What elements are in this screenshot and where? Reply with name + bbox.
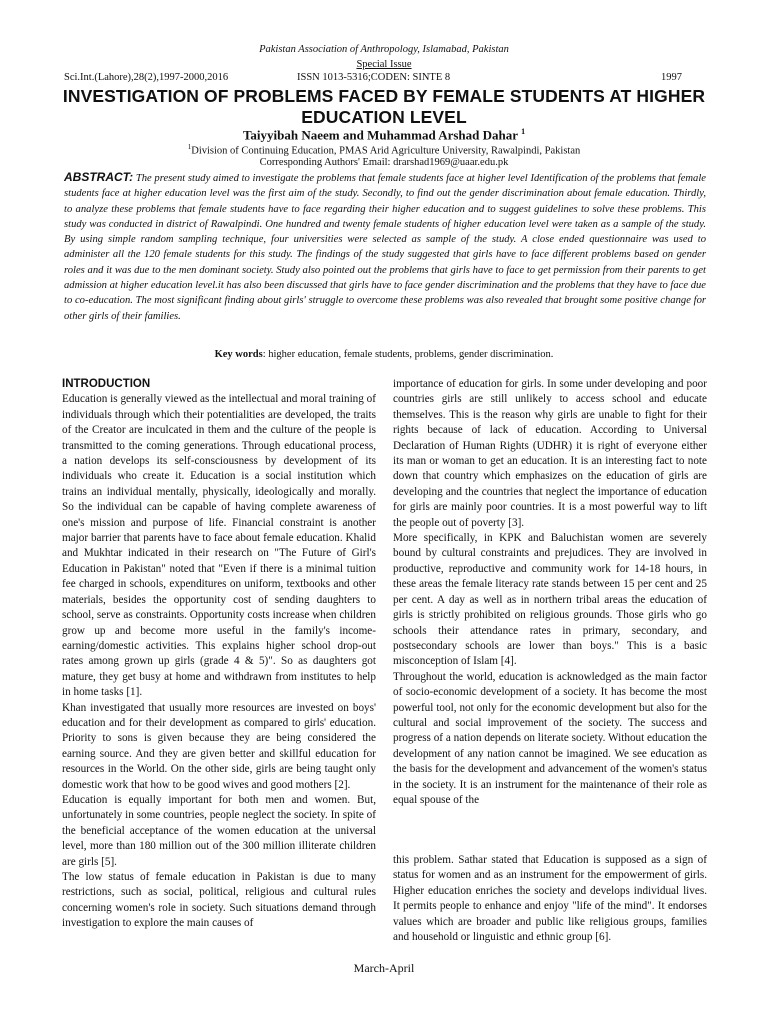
author-superscript: 1 bbox=[521, 127, 526, 136]
body-paragraph: Education is equally important for both men and women. But, unfortunately in some countries, people neglect the society. In spite of the beneficial acceptance of the women education at the universal level, more than 180 million out of the 300 million illiterate children are girls [5]. bbox=[62, 793, 376, 868]
abstract-text: The present study aimed to investigate the problems that female students face at higher level Identification of the problems that female students face at higher education level was the first aim of the study. Secondly, to find out the gender discrimination about female education. Thirdly, to analyze these problems that female students have to face regarding their higher education and to suggest guidelines to solve these problems. This study was conducted in district of Rawalpindi. One hundred and twenty female students of higher education level were taken as a sample of the study. By using simple random sampling technique, four universities were selected as sample of the study. A close ended questionnaire was used to administer all the 120 female students for this study. The findings of the study suggested that girls have to face different problems based on gender roles and it was due to the men dominant society. Study also pointed out the problems that girls have to face to get permission from their parents to get admission at higher education level.it has also been discussed that girls have to face gender discrimination and the problems that they have to face due to co-education. The most significant finding about girls' struggle to overcome these problems was also revealed that brought some positive change for other girls of their families. bbox=[64, 173, 706, 322]
left-column bbox=[62, 377, 376, 932]
body-paragraph: Khan investigated that usually more resources are invested on boys' education and for their development as compared to girls' education. Priority to sons is given because they are being considered the earning source. And they are given better and skillful education for resources in the World. On the other side, girls are being taught only domestic work that how to be good wives and good mothers [2]. bbox=[62, 701, 376, 791]
affiliation-superscript: 1 bbox=[187, 143, 192, 151]
body-paragraph: The low status of female education in Pakistan is due to many restrictions, such as social, political, religious and cultural rules concerning women's role in society. Such situations demand through investigation to explore the main causes of bbox=[62, 871, 376, 930]
affiliation-text: Division of Continuing Education, PMAS Arid Agriculture University, Rawalpindi, Pakistan bbox=[191, 145, 581, 157]
page-footer: March-April bbox=[353, 961, 415, 975]
keywords-label: Key words bbox=[214, 349, 263, 360]
authors bbox=[0, 127, 768, 143]
body-paragraph: More specifically, in KPK and Baluchistan women are severely bound by cultural constraints and prejudices. They are involved in productive, reproductive and community work for 14-18 hours, in these areas the female literacy rate stands between 15 per cent and 25 per cent. A day as well as in northern tribal areas the education of girls is strictly prohibited on religious grounds. Those girls who go schools their attendance rates in primary, secondary, and postsecondary schools are lower than boys." This is a basic misconception of Islam [4]. bbox=[393, 532, 707, 668]
right-column-top bbox=[393, 377, 707, 808]
journal-association: Pakistan Association of Anthropology, Islamabad, Pakistan bbox=[259, 44, 509, 55]
citation-line bbox=[64, 72, 682, 83]
corresponding-label: Corresponding Authors' Email: bbox=[259, 157, 391, 168]
corresponding-email: drarshad1969@uaar.edu.pk bbox=[393, 157, 509, 168]
author-names: Taiyyibah Naeem and Muhammad Arshad Dahar bbox=[242, 127, 518, 143]
body-paragraph: Education is generally viewed as the intellectual and moral training of individuals through which their potentialities are developed, the traits of the Creator are inculcated in them and the culture of the people is transmitted to the coming generations. Through educational process, a nation develops its self-consciousness by development of its individuals who create it. Education is a social institution which trains an individual mentally, physically, ideologically and morally. So the individual can be capable of having complete awareness of one's mission and purpose of life. Financial constraint is another major barrier that parents have to face about female education. Khalid and Mukhtar indicated in their research on "The Future of Girl's Education in Pakistan" noted that "Even if there is a minimal tuition fee charged in schools, expenditures on uniform, textbooks and other materials, besides the opportunity cost of sending daughters to school, serve as constraints. Opportunity costs increase when children grow up and become more useful in the family's income-earning/domestic activities. This explains higher school drop-out rates among grown up girls (grade 4 & 5)". So as daughters got mature, they get busy at home and withdrawn from institutes to help in home tasks [1]. bbox=[62, 393, 376, 699]
keywords bbox=[0, 349, 768, 360]
introduction-heading: INTRODUCTION bbox=[62, 378, 151, 390]
body-paragraph: Throughout the world, education is acknowledged as the main factor of socio-economic development of a society. It has become the most powerful tool, not only for the economic development but also for the cultural and social improvement of the society. The success and progress of a nation depends on literate society. Without education the development of any nation cannot be imagined. We see education as the basis for the development and advancement of the women's status in the society. It is an instrument for the maintenance of their role as equal spouse of the bbox=[393, 670, 707, 806]
special-issue-label: Special Issue bbox=[356, 59, 412, 70]
abstract bbox=[64, 170, 706, 324]
body-paragraph: importance of education for girls. In some under developing and poor countries girls are still unlikely to access school and educate themselves. This is the reason why girls are unable to fight for their rights because of lack of education. According to Universal Declaration of Human Rights (UDHR) it is right of everyone either its man or woman to get an education. It is an interesting fact to note down that country which emphasizes on the education of girls are developing and the countries that neglect the importance of education for girls are mainly poor countries. It is a most powerful way to lift the people out of poverty [3]. bbox=[393, 378, 707, 529]
corresponding-email-line bbox=[0, 157, 768, 168]
paper-title: INVESTIGATION OF PROBLEMS FACED BY FEMALE STUDENTS AT HIGHER EDUCATION LEVEL bbox=[62, 86, 706, 127]
citation: Sci.Int.(Lahore),28(2),1997-2000,2016 bbox=[64, 72, 229, 83]
keywords-text: : higher education, female students, problems, gender discrimination. bbox=[262, 349, 554, 360]
body-paragraph: this problem. Sathar stated that Education is supposed as a sign of status for women and as an instrument for the empowerment of girls. Higher education enriches the society and develops individual lives. It permits people to enhance and enjoy "life of the mind". It endorses values which are broader and public like religious groups, families and household or linguistic and ethnic group [6]. bbox=[393, 854, 707, 944]
right-column-bottom bbox=[393, 853, 707, 945]
abstract-label: ABSTRACT: bbox=[64, 170, 134, 184]
issn: ISSN 1013-5316;CODEN: SINTE 8 bbox=[297, 72, 451, 83]
page-number: 1997 bbox=[661, 72, 682, 83]
affiliation bbox=[0, 143, 768, 157]
